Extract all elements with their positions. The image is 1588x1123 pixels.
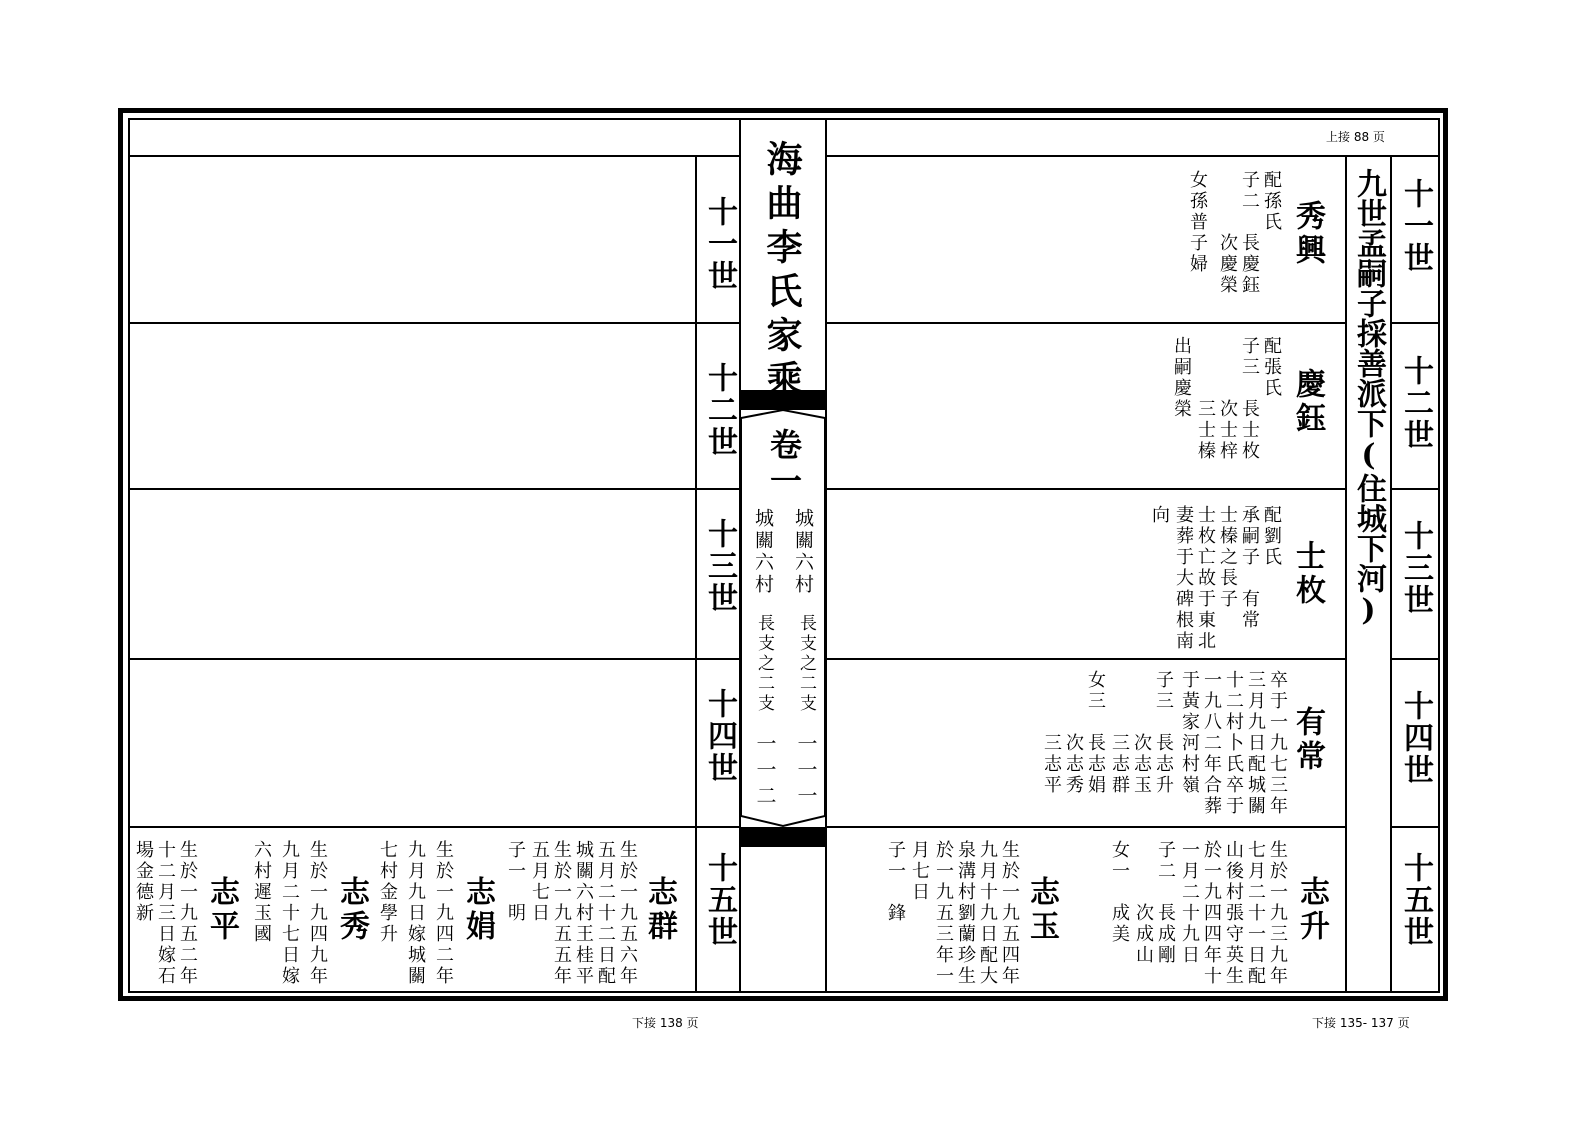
person-name-zhiping: 志平 (204, 876, 239, 944)
entry-line: 五月七日 (529, 840, 550, 924)
gen-label-right-14: 十四世 (1398, 690, 1433, 786)
spine-right-line (825, 118, 827, 993)
spine-branch-right: 長支之二支 (796, 614, 816, 714)
entry-line: 配張氏 (1261, 336, 1282, 399)
person-name-zhiqun: 志群 (642, 876, 677, 944)
entry-line: 五月二十二日配 (595, 840, 616, 987)
person-name-youchang: 有常 (1290, 706, 1325, 774)
entry-line: 次成山 (1133, 840, 1154, 966)
gen-label-right-12: 十二世 (1398, 355, 1433, 451)
entry-line: 女三 長志娟 (1085, 670, 1106, 796)
entry-line: 子三 長士枚 (1239, 336, 1260, 462)
entry-line: 生於一九四九年 (307, 840, 328, 987)
gen-label-right-11: 十一世 (1398, 178, 1433, 274)
entry-line: 城關六村王桂平 (573, 840, 594, 987)
book-title: 海曲李氏家乘 (761, 140, 803, 404)
entry-line: 七月二十一日配 (1245, 840, 1266, 987)
entry-line: 子二 長成剛 (1155, 840, 1176, 966)
gen-label-left-14: 十四世 (702, 688, 737, 784)
spine-band-bottom (741, 827, 825, 847)
entry-line: 妻葬于大碑根南 (1173, 505, 1194, 652)
spine-place-left: 城關六村 (752, 508, 774, 596)
entry-line: 場金德新 (133, 840, 154, 924)
entry-line: 九月九日嫁城關 (405, 840, 426, 987)
entry-line: 子一 明 (505, 840, 526, 924)
entry-line: 于黃家河村嶺 (1179, 670, 1200, 796)
gen-label-left-12: 十二世 (702, 362, 737, 458)
entry-line: 承嗣子 有常 (1239, 505, 1260, 631)
entry-line: 卒于一九七三年 (1267, 670, 1288, 817)
entry-line: 泉溝村劉蘭珍生 (955, 840, 976, 987)
gen-label-left-13: 十三世 (702, 518, 737, 614)
entry-line: 於一九四四年十 (1201, 840, 1222, 987)
entry-line: 女一 成美 (1109, 840, 1130, 945)
entry-line: 三志平 (1041, 670, 1062, 796)
person-name-shimei: 士枚 (1290, 540, 1325, 608)
entry-line: 三士榛 (1195, 336, 1216, 462)
gen-label-left-11: 十一世 (702, 196, 737, 292)
entry-line: 生於一九五二年 (177, 840, 198, 987)
entry-line: 向 (1149, 505, 1170, 526)
entry-line: 士枚亡故于東北 (1195, 505, 1216, 652)
entry-line: 九月二十七日嫁 (279, 840, 300, 987)
entry-line: 生於一九五六年 (617, 840, 638, 987)
entry-line: 次慶榮 (1217, 170, 1238, 296)
person-name-zhiyu: 志玉 (1024, 876, 1059, 944)
spine-page-right: 一一一 (794, 733, 818, 811)
spine-page-left: 一一二 (753, 733, 777, 811)
entry-line: 次志玉 (1131, 670, 1152, 796)
entry-line: 配孫氏 (1261, 170, 1282, 233)
entry-line: 六村遲玉國 (251, 840, 272, 945)
entry-line: 出嗣慶榮 (1171, 336, 1192, 420)
bottom-right-page-link: 下接 135- 137 页 (1312, 1016, 1410, 1030)
entry-line: 女孫普子婦 (1187, 170, 1208, 275)
top-page-link: 上接 88 页 (1326, 130, 1385, 144)
entry-line: 生於一九四二年 (433, 840, 454, 987)
entry-line: 子二 長慶鈺 (1239, 170, 1260, 296)
entry-line: 三志群 (1109, 670, 1130, 796)
entry-line: 三月九日配城關 (1245, 670, 1266, 817)
entry-line: 子一 鋒 (885, 840, 906, 924)
entry-line: 一月二十九日 (1179, 840, 1200, 966)
entry-line: 十二村卜氏卒于 (1223, 670, 1244, 817)
person-name-qingyu: 慶鈺 (1290, 368, 1325, 436)
person-name-zhisheng: 志升 (1294, 876, 1329, 944)
entry-line: 山後村張守英生 (1223, 840, 1244, 987)
left-gen-column-line (695, 155, 697, 993)
entry-line: 九月十九日配大 (977, 840, 998, 987)
entry-line: 一九八二年合葬 (1201, 670, 1222, 817)
gen-label-right-13: 十三世 (1398, 520, 1433, 616)
entry-line: 配劉氏 (1261, 505, 1282, 568)
entry-line: 生於一九五五年 (551, 840, 572, 987)
entry-line: 士榛之長子 (1217, 505, 1238, 610)
gen-label-left-15: 十五世 (702, 852, 737, 948)
branch-title: 九世孟嗣子採善派下(住城下河) (1351, 168, 1386, 628)
entry-line: 於一九五三年一 (933, 840, 954, 987)
entry-line: 次士梓 (1217, 336, 1238, 462)
entry-line: 十二月三日嫁石 (155, 840, 176, 987)
spine-branch-left: 長支之二支 (754, 614, 774, 714)
entry-line: 生於一九五四年 (999, 840, 1020, 987)
person-name-zhixiu: 志秀 (334, 876, 369, 944)
bottom-left-page-link: 下接 138 页 (632, 1016, 699, 1030)
person-name-zhijuan: 志娟 (460, 876, 495, 944)
spine-place-right: 城關六村 (792, 508, 814, 596)
volume-label: 卷一 (765, 428, 803, 500)
entry-line: 次志秀 (1063, 670, 1084, 796)
entry-line: 生於一九三九年 (1267, 840, 1288, 987)
branch-column-left-line (1345, 155, 1347, 993)
gen-label-right-15: 十五世 (1398, 852, 1433, 948)
entry-line: 月七日 (909, 840, 930, 903)
entry-line: 子三 長志升 (1153, 670, 1174, 796)
person-name-xiuxing: 秀興 (1290, 200, 1325, 268)
branch-column-right-line (1390, 155, 1392, 993)
entry-line: 七村金學升 (377, 840, 398, 945)
